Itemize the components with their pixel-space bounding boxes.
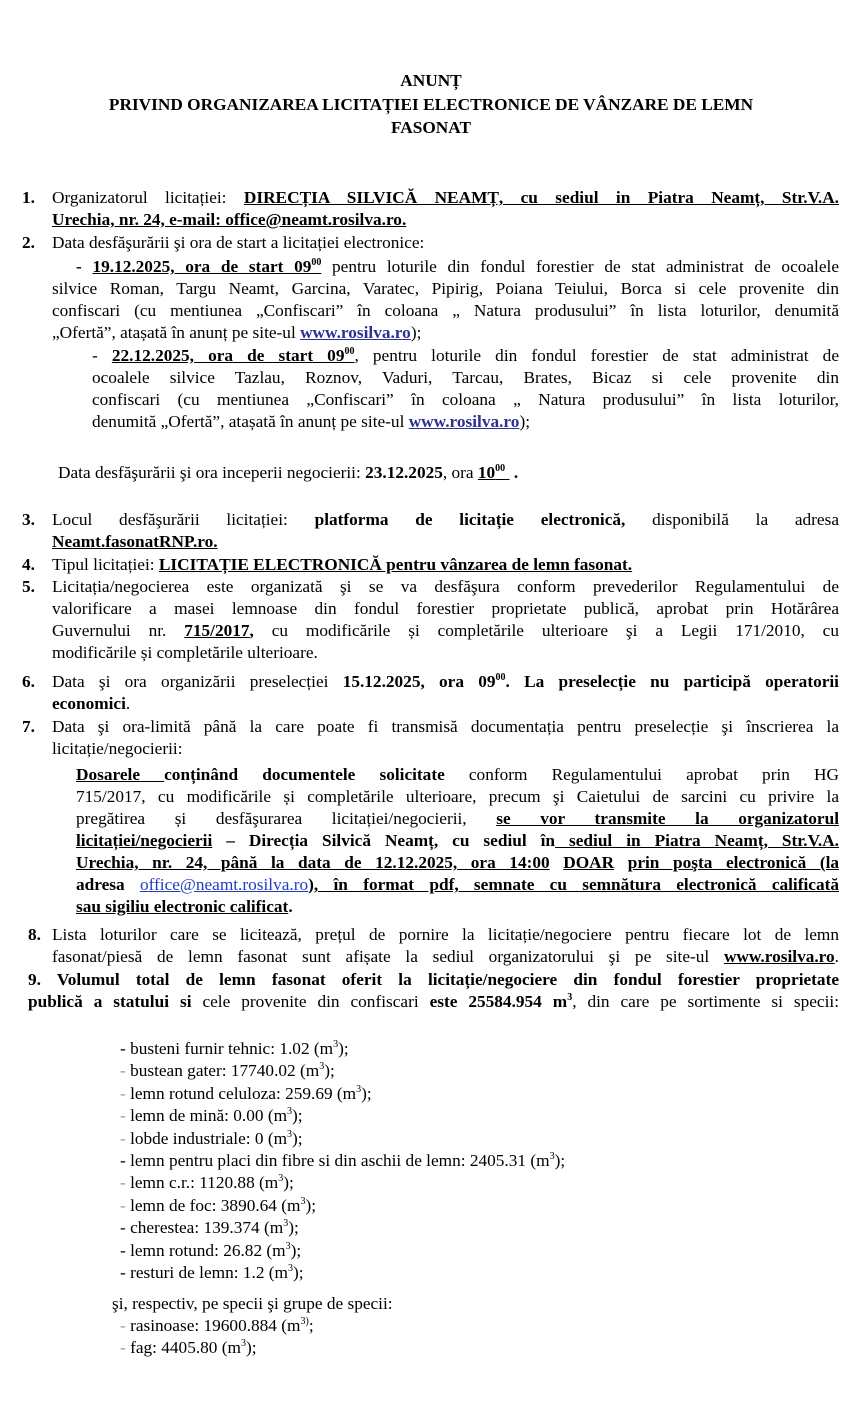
session-2-line-4: denumită „Ofertă”, atașată în anunț pe site-ul www.rosilva.ro);	[92, 412, 530, 431]
assortment-item: - lemn rotund: 26.82 $(m^3)$;	[120, 1240, 302, 1260]
assortment-label: lemn rotund:	[130, 1240, 224, 1260]
assortment-value: 3890.64	[220, 1195, 277, 1215]
assortment-item: - cherestea: 139.374 $(m^3)$;	[120, 1218, 299, 1238]
session-1-line-3: confiscari (cu mentiunea „Confiscari” în coloana „ Natura produsului” în lista loturilor, denumită	[52, 301, 839, 320]
organizer-contact: Urechia, nr. 24, e-mail: office@neamt.rosilva.ro.	[52, 210, 407, 229]
species-label: fag:	[130, 1338, 162, 1358]
assortment-value: 259.69	[285, 1083, 333, 1103]
assortment-label: lemn rotund celuloza:	[130, 1083, 286, 1103]
assortment-value: 1.2	[242, 1263, 265, 1282]
assortment-item: - lemn de foc: 3890.64 $(m^3)$;	[120, 1195, 317, 1215]
assortment-value: 139.374	[203, 1218, 260, 1238]
rosilva-link[interactable]: www.rosilva.ro	[300, 323, 411, 342]
session-2-line-3: confiscari (cu mentiunea „Confiscari” în coloana „ Natura produsului” în lista loturilor,	[92, 390, 839, 409]
item-4-line-1: Tipul licitației: LICITAȚIE ELECTRONICĂ pentru vânzarea de lemn fasonat.	[52, 555, 633, 574]
item-number: 3.	[22, 510, 35, 529]
office-email-link[interactable]: office@neamt.rosilva.ro	[139, 875, 309, 894]
assortment-label: lemn de mină:	[130, 1106, 234, 1126]
bullet-dash: -	[120, 1240, 131, 1260]
assortment-value: 1120.88	[199, 1173, 255, 1193]
bullet-dash: -	[120, 1128, 131, 1148]
assortment-label: lobde industriale:	[130, 1128, 255, 1148]
assortment-value: 17740.02	[230, 1061, 296, 1081]
item-number: 6.	[22, 672, 35, 691]
assortment-label: lemn pentru placi din fibre si din aschii de lemn:	[130, 1151, 470, 1170]
bullet-dash: -	[120, 1083, 131, 1103]
assortment-label: busteni furnir tehnic:	[130, 1039, 280, 1058]
species-value: 19600.884	[203, 1316, 277, 1335]
assortment-value: 1.02	[279, 1039, 310, 1058]
assortment-label: lemn de foc:	[130, 1195, 221, 1215]
announcement-page: ANUNȚ PRIVIND ORGANIZAREA LICITAȚIEI ELECTRONICE DE VÂNZARE DE LEMN FASONAT 1. Organizatorul licitației: DIRECȚIA SILVICĂ NEAMȚ, cu sediul in Piatra Neamț, Str.V.A. Urechia, nr. 24, e-mail: office@neamt.rosilva.ro. 2. Data desfăşurării şi ora de start a licitației electronice: - 19.12.2025, ora de start $09^{00}$ pentru loturile din fondul forestier de stat administrat de ocoalele silvice Roman, Targu Neamt, Garcina, Varatec, Pipirig, Poiana Teiului, Borca si cele provenite din confiscari (cu mentiunea „Confiscari” în coloana „ Natura produsului” în lista loturilor, denumită „Ofertă”, atașată în anunț pe site-ul www.rosilva.ro); - 22.12.2025, ora de start $09^{00}$, pentru loturile din fondul forestier de stat administrat de ocoalele silvice Tazlau, Roznov, Vaduri, Tarcau, Brates, Bicaz si cele provenite din confiscari (cu mentiunea „Confiscari” în coloana „ Natura produsului” în lista loturilor, denumită „Ofertă”, atașată în anunț pe site-ul www.rosilva.ro); Data desfăşurării şi ora inceperii negocierii: 23.12.2025, ora $10^{00}$ . 3. Locul desfăşurării licitației: platforma de licitație electronică, disponibilă la adresa Neamt.fasonatRNP.ro. 4. Tipul licitației: LICITAȚIE ELECTRONICĂ pentru vânzarea de lemn fasonat. 5. Licitația/negocierea este organizată şi se va desfăşura conform prevederilor Regulamentului de valorificare a masei lemnoase din fondul forestier proprietate publică, aprobat prin Hotărârea Guvernului nr. 715/2017, cu modificările și completările ulterioare şi a Legii 171/2010, cu modificările și completările ulterioare. 6. Data şi ora organizării preselecției 15.12.2025, ora $09^{00}$. La preselecție nu participă operatorii economici. 7. Data şi ora-limită până la care poate fi transmisă documentația pentru preselecție şi înscrierea la licitație/negocierii: Dosarele conținând documentele solicitate conform Regulamentului aprobat prin HG 715/2017, cu modificările și completările ulterioare, precum şi Caietului de sarcini cu privire la pregătirea și desfăşurarea licitației/negocierii, se vor transmite la organizatorul licitației/negocierii – Direcția Silvică Neamț, cu sediul în sediul in Piatra Neamț, Str.V.A. Urechia, nr. 24, până la data de 12.12.2025, ora 14:00 DOAR prin poşta electronică (la adresa office@neamt.rosilva.ro), în format pdf, semnate cu semnătura electronică calificată sau sigiliu electronic calificat. 8. Lista loturilor care se licitează, prețul de pornire la licitație/negociere pentru fiecare lot de lemn fasonat/piesă de lemn fasonat sunt afișate la sediul organizatorului şi pe site-ul www.rosilva.ro. 9. Volumul total de lemn fasonat oferit la licitație/negociere din fondul forestier proprietate publică a statului si cele provenite din confiscari este 25584.954 $m^3$, din care pe sortimente si specii: - busteni furnir tehnic: 1.02 $(m^3)$; - bustean gater: 17740.02 $(m^3)$; - lemn rotund celuloza: 259.69 $(m^3)$; - lemn de mină: 0.00 $(m^3)$; - lobde industriale: 0 $(m^3)$; - lemn pentru placi din fibre si din aschii de lemn: 2405.31 $(m^3)$; - lemn c.r.: 1120.88 $(m^3)$; - lemn de foc: 3890.64 $(m^3)$; - cherestea: 139.374 $(m^3)$; - lemn rotund: 26.82 $(m^3)$; - resturi de lemn: 1.2 $(m^3)$; şi, respectiv, pe specii şi grupe de specii: - rasinoase: 19600.884 ($m^{3)}$; - fag: 4405.80 $(m^3)$;	[0, 0, 862, 1403]
item-1-line-1: Organizatorul licitației: DIRECȚIA SILVICĂ NEAMȚ, cu sediul in Piatra Neamț, Str.V.A.	[52, 188, 839, 207]
assortment-item: - lemn de mină: 0.00 $(m^3)$;	[120, 1106, 303, 1126]
bullet-dash: -	[120, 1195, 131, 1215]
assortment-item: - lemn rotund celuloza: 259.69 $(m^3)$;	[120, 1083, 372, 1103]
session-1-date: 19.12.2025, ora de start $09^{00}$	[92, 257, 322, 276]
bullet-dash: -	[120, 1263, 131, 1282]
organizer-name: DIRECȚIA SILVICĂ NEAMȚ, cu sediul in Piatra Neamț, Str.V.A.	[243, 188, 839, 207]
item-number: 4.	[22, 555, 35, 574]
assortment-item: - resturi de lemn: 1.2 $(m^3)$;	[120, 1263, 304, 1282]
bullet-dash: -	[120, 1061, 131, 1081]
assortment-item: - bustean gater: 17740.02 $(m^3)$;	[120, 1061, 335, 1081]
item-1-line-2	[52, 209, 839, 231]
title-line-1: ANUNȚ	[400, 71, 462, 90]
rosilva-link[interactable]: www.rosilva.ro	[723, 947, 835, 966]
species-item: - fag: 4405.80 $(m^3)$;	[120, 1338, 257, 1358]
assortment-label: cherestea:	[130, 1218, 204, 1238]
bullet-dash: -	[120, 1151, 131, 1170]
item-number: 8.	[28, 925, 41, 944]
bullet-dash: -	[120, 1338, 131, 1358]
bullet-dash: -	[120, 1316, 131, 1335]
assortment-value: 0.00	[233, 1106, 264, 1126]
item-2-label: Data desfăşurării şi ora de start a licitației electronice:	[52, 233, 425, 252]
item-3-line-1: Locul desfăşurării licitației: platforma de licitație electronică, disponibilă la adresa	[52, 510, 839, 529]
species-label: rasinoase:	[130, 1316, 204, 1335]
platform-address[interactable]: Neamt.fasonatRNP.ro.	[52, 532, 218, 551]
session-1-line-2: silvice Roman, Targu Neamt, Garcina, Varatec, Pipirig, Poiana Teiului, Borca si cele provenite din	[52, 279, 839, 298]
session-2-date: 22.12.2025, ora de start $09^{00}$	[111, 346, 355, 365]
assortment-value: 2405.31	[469, 1151, 527, 1170]
item-3-line-2	[52, 531, 839, 553]
assortment-label: lemn c.r.:	[130, 1173, 200, 1193]
assortment-label: bustean gater:	[130, 1061, 231, 1081]
bullet-dash: -	[120, 1218, 131, 1238]
item-number: 5.	[22, 577, 35, 596]
rosilva-link[interactable]: www.rosilva.ro	[408, 412, 520, 431]
title-line-2: PRIVIND ORGANIZAREA LICITAȚIEI ELECTRONICE DE VÂNZARE DE LEMN	[108, 95, 754, 114]
session-1-line-1: - 19.12.2025, ora de start $09^{00}$ pentru loturile din fondul forestier de stat administrat de ocoalele	[76, 257, 839, 276]
item-number: 2.	[22, 233, 35, 252]
session-2-line-2: ocoalele silvice Tazlau, Roznov, Vaduri, Tarcau, Brates, Bicaz si cele provenite din	[92, 368, 839, 387]
bullet-dash: -	[120, 1106, 131, 1126]
assortment-item: - lemn pentru placi din fibre si din aschii de lemn: 2405.31 $(m^3)$;	[120, 1151, 566, 1170]
assortment-item: - busteni furnir tehnic: 1.02 $(m^3)$;	[120, 1039, 349, 1058]
item-number: 1.	[22, 188, 35, 207]
assortment-value: 0	[254, 1128, 264, 1148]
assortment-item: - lemn c.r.: 1120.88 $(m^3)$;	[120, 1173, 294, 1193]
negotiation-date: Data desfăşurării şi ora inceperii negocierii: 23.12.2025, ora $10^{00}$ .	[58, 463, 519, 482]
title-line-3: FASONAT	[390, 118, 471, 137]
species-item: - rasinoase: 19600.884 ($m^{3)}$;	[120, 1316, 314, 1335]
session-2-line-1: - 22.12.2025, ora de start $09^{00}$, pentru loturile din fondul forestier de stat administrat de	[92, 346, 839, 365]
assortment-value: 26.82	[223, 1240, 263, 1260]
bullet-dash: -	[120, 1039, 131, 1058]
assortment-item: - lobde industriale: 0 $(m^3)$;	[120, 1128, 303, 1148]
species-value: 4405.80	[161, 1338, 218, 1358]
session-1-line-4: „Ofertă”, atașată în anunț pe site-ul www.rosilva.ro);	[52, 323, 422, 342]
assortment-label: resturi de lemn:	[130, 1263, 243, 1282]
bullet-dash: -	[120, 1173, 131, 1193]
item-number: 7.	[22, 717, 35, 736]
species-intro: şi, respectiv, pe specii şi grupe de specii:	[112, 1294, 393, 1313]
